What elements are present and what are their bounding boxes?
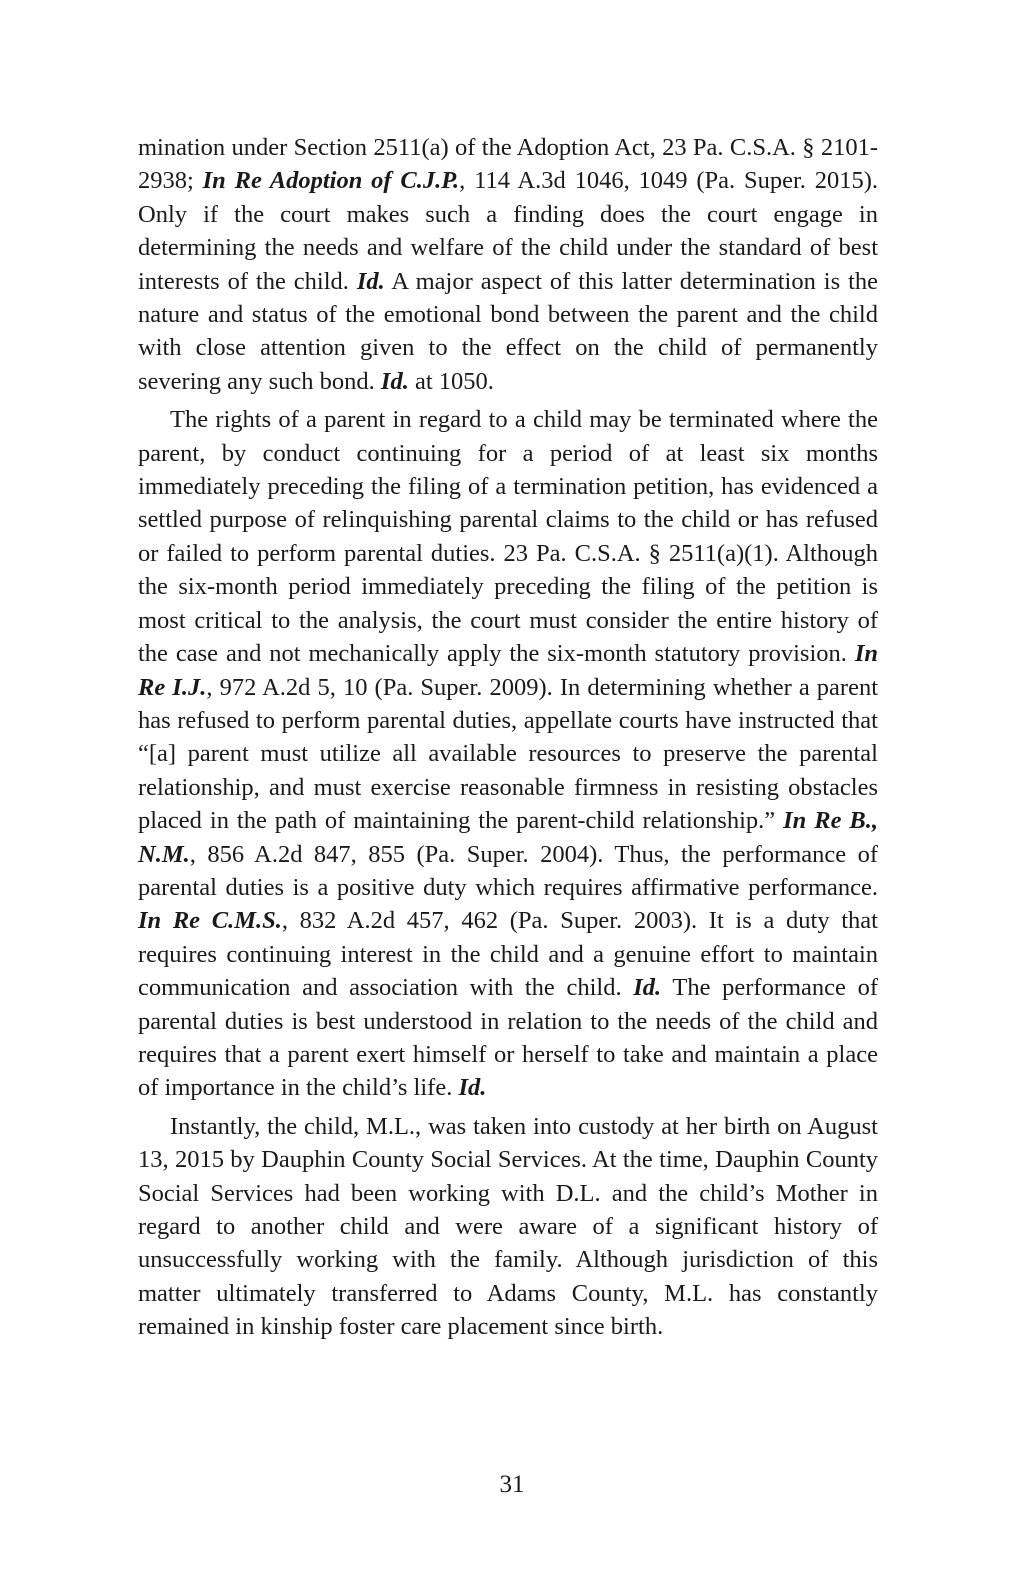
body-text: The performance of parental duties is best understood in relation to the needs of the child and requires that a parent exert himself or herself to take and maintain a place of importance in the child’s life. xyxy=(138,974,878,1102)
body-text: Instantly, the child, M.L., was taken into custody at her birth on August 13, 2015 by Dauphin County Social Services. At the time, Dauphin County Social Services had been working with D.L. and the child’s Mother in regard to another child and were aware of a significant history of unsuccessfully working with the family. Although jurisdiction of this matter ultimately transferred to Adams County, M.L. has constantly remained in kinship foster care placement since birth. xyxy=(138,1112,878,1341)
case-citation: Id. xyxy=(633,974,662,1002)
case-citation: In Re B., N.M. xyxy=(138,807,878,868)
case-citation: Id. xyxy=(458,1074,487,1102)
case-citation: In Re Adoption of C.J.P. xyxy=(202,167,460,195)
case-citation: Id. xyxy=(380,367,409,395)
paragraph-2 xyxy=(138,403,878,1105)
body-text: , 972 A.2d 5, 10 (Pa. Super. 2009). In determining whether a parent has refused to perform parental duties, appellate courts have instructed that “[a] parent must utilize all available resources to preserve the parental relationship, and must exercise reasonable firmness in resisting obstacles placed in the path of maintaining the parent-child relationship.” xyxy=(138,673,879,835)
paragraph-3 xyxy=(138,1110,878,1344)
page-number: 31 xyxy=(499,1471,525,1498)
body-text: The rights of a parent in regard to a child may be terminated where the parent, by conduct continuing for a period of at least six months immediately preceding the filing of a termination petition, has evidenced a settled purpose of relinquishing parental claims to the child or has refused or failed to perform parental duties. 23 Pa. C.S.A. § 2511(a)(1). Although the six-month period immediately preceding the filing of the petition is most critical to the analysis, the court must consider the entire history of the case and not mechanically apply the six-month statutory provision. xyxy=(138,406,878,668)
body-text: , 114 A.3d 1046, 1049 (Pa. Super. 2015). Only if the court makes such a finding does the court engage in determining the needs and welfare of the child under the standard of best interests of the child. xyxy=(138,167,878,295)
body-text: mination under Section 2511(a) of the Adoption Act, 23 Pa. C.S.A. § 2101-2938; xyxy=(138,134,878,195)
page-body xyxy=(138,131,878,1344)
case-citation: In Re C.M.S. xyxy=(138,907,282,935)
case-citation: In Re I.J. xyxy=(138,640,878,701)
body-text: A major aspect of this latter determination is the nature and status of the emotional bond between the parent and the child with close attention given to the effect on the child of permanently severing any such bond. xyxy=(138,267,878,395)
case-citation: Id. xyxy=(356,267,385,295)
body-text: at 1050. xyxy=(408,367,494,395)
body-text: , 856 A.2d 847, 855 (Pa. Super. 2004). Thus, the performance of parental duties is a positive duty which requires affirmative performance. xyxy=(138,840,878,901)
paragraph-1 xyxy=(138,131,878,398)
body-text: , 832 A.2d 457, 462 (Pa. Super. 2003). It is a duty that requires continuing interest in the child and a genuine effort to maintain communication and association with the child. xyxy=(138,907,878,1002)
